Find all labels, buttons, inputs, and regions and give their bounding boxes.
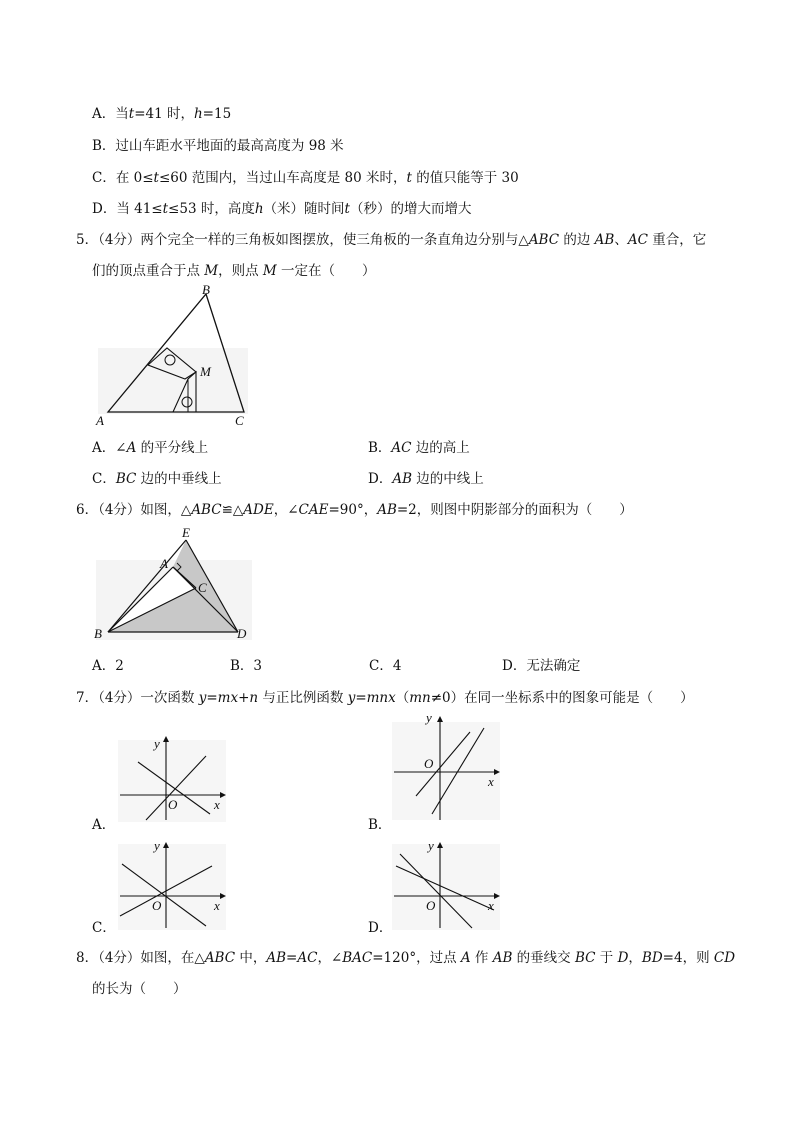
label-b: B [202, 282, 210, 297]
x-label: x [214, 898, 220, 913]
label-a: A [96, 413, 104, 428]
x-label: x [214, 797, 220, 812]
q5-option-a: A．∠A 的平分线上 [92, 440, 209, 456]
figure-background [98, 348, 248, 414]
q5-triangle-figure [90, 280, 260, 430]
q5-stem-line1: 5．（4分）两个完全一样的三角板如图摆放，使三角板的一条直角边分别与△ABC 的边 AB、AC 重合，它 [76, 232, 707, 248]
q5-stem-line2: 们的顶点重合于点 M，则点 M 一定在（ ） [92, 263, 376, 279]
origin-label: O [168, 797, 178, 812]
q7-graph-a [116, 732, 228, 824]
q5-option-c: C．BC 边的中垂线上 [92, 471, 222, 487]
y-label: y [154, 838, 160, 853]
q7-graph-c [116, 836, 228, 932]
label-c: C [198, 580, 207, 595]
q4-option-c: C．在 0≤t≤60 范围内，当过山车高度是 80 米时，t 的值只能等于 30 [92, 170, 519, 186]
y-axis-arrow [163, 736, 169, 742]
origin-label: O [424, 756, 434, 771]
q7-stem: 7．（4分）一次函数 y=mx+n 与正比例函数 y=mnx（mn≠0）在同一坐标系中的图象可能是（ ） [76, 690, 694, 706]
q4-option-d: D．当 41≤t≤53 时，高度h（米）随时间t（秒）的增大而增大 [92, 201, 472, 217]
q6-option-d: D．无法确定 [502, 658, 581, 674]
label-b: B [94, 626, 102, 641]
y-label: y [428, 838, 434, 853]
origin-label: O [152, 898, 162, 913]
q7-option-d: D． [368, 920, 393, 936]
q7-graph-d [390, 836, 502, 932]
q6-option-c: C．4 [369, 658, 402, 674]
figure-background [392, 722, 500, 820]
label-c: C [235, 413, 244, 428]
label-m: M [200, 364, 211, 379]
y-axis-arrow [437, 716, 443, 722]
label-e: E [182, 525, 190, 540]
q7-option-a: A． [92, 817, 116, 833]
q8-stem-line2: 的长为（ ） [92, 981, 187, 997]
label-a: A [160, 556, 168, 571]
x-label: x [488, 898, 494, 913]
q5-option-b: B．AC 边的高上 [368, 440, 470, 456]
label-d: D [237, 626, 247, 641]
q6-stem: 6．（4分）如图，△ABC≌△ADE，∠CAE=90°，AB=2，则图中阴影部分的面积为（ ） [76, 502, 633, 518]
q5-option-d: D．AB 边的中线上 [368, 471, 484, 487]
q6-option-b: B．3 [230, 658, 263, 674]
y-label: y [426, 710, 432, 725]
figure-background [392, 844, 500, 930]
q7-option-c: C． [92, 920, 116, 936]
q4-option-b: B．过山车距水平地面的最高高度为 98 米 [92, 138, 344, 154]
figure-background [118, 844, 226, 930]
q8-stem-line1: 8．（4分）如图，在△ABC 中，AB=AC，∠BAC=120°，过点 A 作 AB 的垂线交 BC 于 D，BD=4，则 CD [76, 950, 736, 966]
q7-graph-b [390, 708, 502, 824]
q7-option-b: B． [368, 817, 392, 833]
y-label: y [154, 736, 160, 751]
q4-option-a: A．当t=41 时，h=15 [92, 106, 232, 122]
q6-option-a: A．2 [92, 658, 124, 674]
q6-triangle-figure [90, 522, 260, 646]
origin-label: O [426, 898, 436, 913]
x-label: x [488, 774, 494, 789]
